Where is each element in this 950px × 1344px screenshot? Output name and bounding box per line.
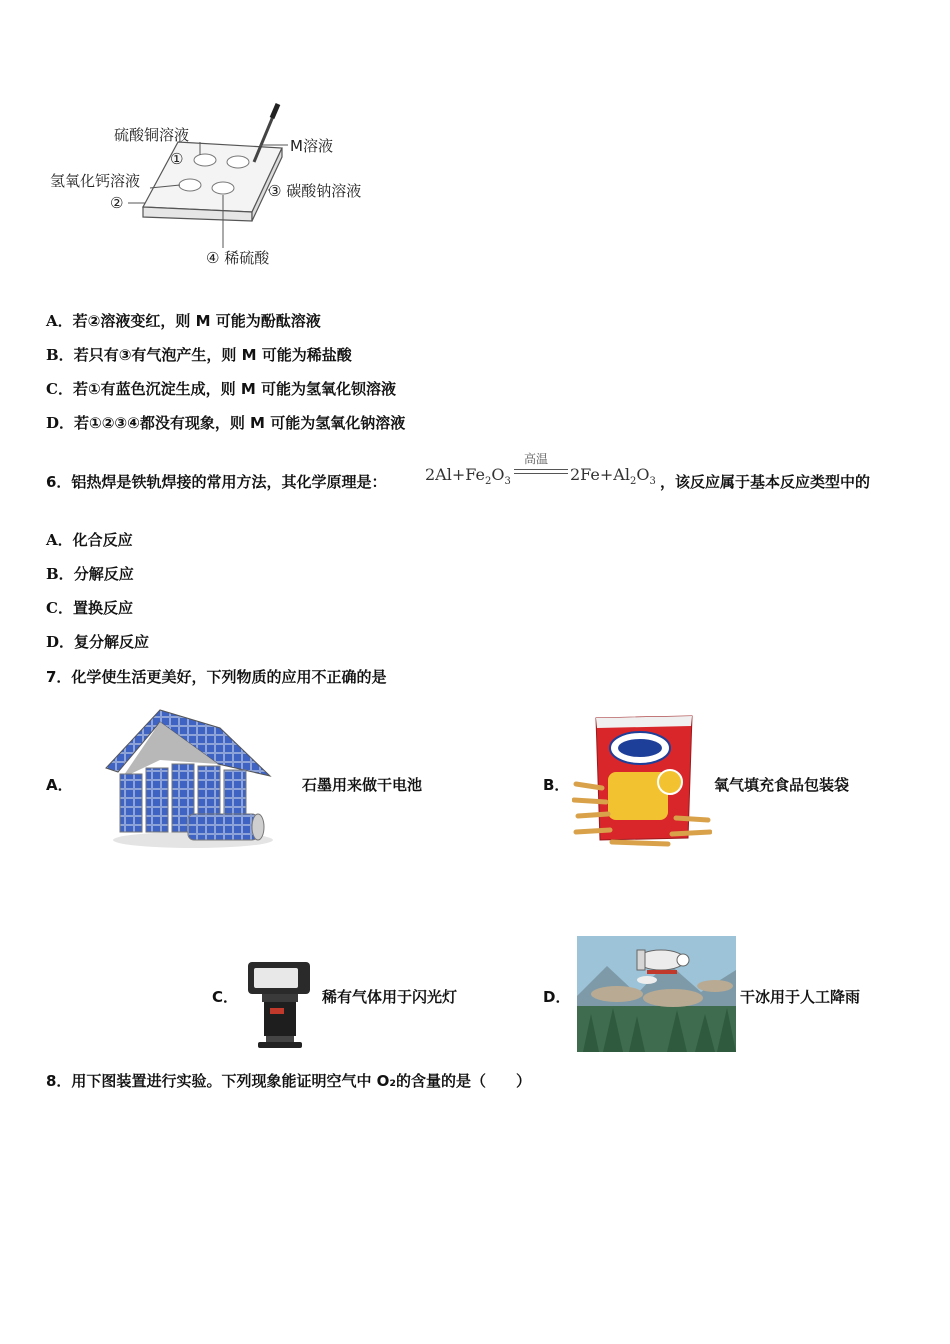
cloud-seeding-image (577, 936, 736, 1052)
q6-option-b[interactable]: B．分解反应 (46, 565, 134, 583)
equation-reactants: $2Al+Fe_2O_3$ (425, 465, 511, 488)
q6-option-d[interactable]: D．复分解反应 (46, 633, 150, 651)
reaction-condition: 高温 (524, 452, 549, 466)
camera-flash-image (244, 958, 316, 1052)
label-cuso4: 硫酸铜溶液 (114, 126, 190, 144)
q7-option-a-text[interactable]: 石墨用来做干电池 (302, 776, 423, 794)
q5-option-d[interactable]: D．若①②③④都没有现象，则 M 可能为氢氧化钠溶液 (46, 414, 406, 432)
mark-well-1: ① (170, 150, 184, 168)
q7-option-d-letter[interactable]: D． (543, 988, 571, 1006)
q7-option-c-text[interactable]: 稀有气体用于闪光灯 (322, 988, 458, 1006)
q6-option-a[interactable]: A．化合反应 (46, 531, 133, 549)
equation-products: $2Fe+Al_2O_3$ (570, 465, 656, 488)
mark-well-2: ② (110, 194, 124, 212)
q6-stem-tail: ，该反应属于基本反应类型中的 (660, 473, 871, 491)
snack-bag-image (572, 714, 712, 848)
label-h2so4: ④ 稀硫酸 (206, 249, 270, 267)
q7-option-d-text[interactable]: 干冰用于人工降雨 (740, 988, 861, 1006)
q7-option-a-letter[interactable]: A． (46, 776, 73, 794)
q7-option-c-letter[interactable]: C． (212, 988, 239, 1006)
label-na2co3: ③ 碳酸钠溶液 (268, 182, 362, 200)
q7-option-b-letter[interactable]: B． (543, 776, 570, 794)
q5-option-a[interactable]: A．若②溶液变红，则 M 可能为酚酞溶液 (46, 312, 321, 330)
q7-stem: 7．化学使生活更美好，下列物质的应用不正确的是 (46, 668, 387, 686)
q5-option-b[interactable]: B．若只有③有气泡产生，则 M 可能为稀盐酸 (46, 346, 352, 364)
solar-house-image (98, 708, 276, 850)
q6-stem: 6．铝热焊是铁轨焊接的常用方法，其化学原理是： (46, 473, 387, 491)
q8-stem: 8．用下图装置进行实验。下列现象能证明空气中 O₂的含量的是（ ） (46, 1072, 531, 1090)
q5-option-c[interactable]: C．若①有蓝色沉淀生成，则 M 可能为氢氧化钡溶液 (46, 380, 397, 398)
equation-bar-top (514, 469, 568, 470)
label-m-solution: M溶液 (290, 137, 333, 155)
equation-bar-bottom (514, 473, 568, 474)
q7-option-b-text[interactable]: 氧气填充食品包装袋 (714, 776, 850, 794)
label-caoh2: 氢氧化钙溶液 (50, 172, 141, 190)
q6-option-c[interactable]: C．置换反应 (46, 599, 133, 617)
